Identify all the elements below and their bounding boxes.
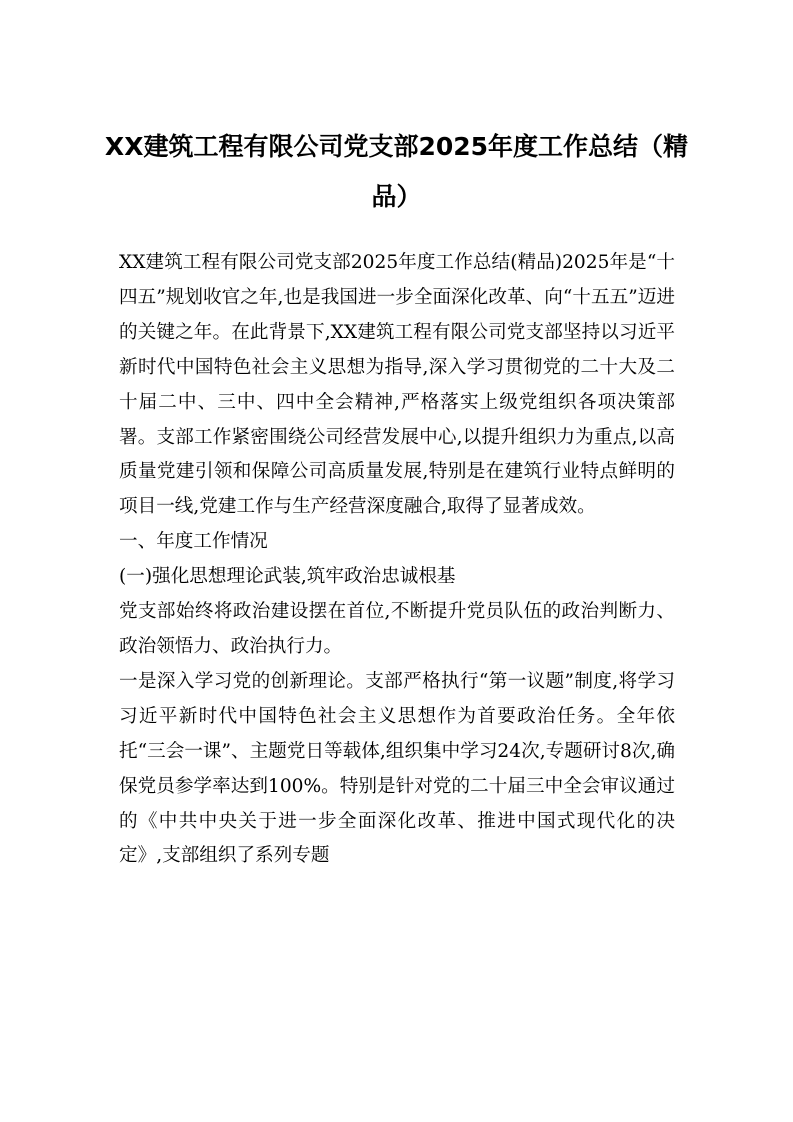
body-paragraph: 一是深入学习党的创新理论。支部严格执行“第一议题”制度,将学习习近平新时代中国特色社会主义思想作为首要政治任务。全年依托“三会一课”、主题党日等载体,组织集中学习24次,专题研讨8次,确保党员参学率达到100%。特别是针对党的二十届三中全会审议通过的《中共中央关于进一步全面深化改革、推进中国式现代化的决定》,支部组织了系列专题 <box>119 670 675 867</box>
intro-paragraph: XX建筑工程有限公司党支部2025年度工作总结(精品)2025年是“十四五”规划收官之年,也是我国进一步全面深化改革、向“十五五”迈进的关键之年。在此背景下,XX建筑工程有限公司党支部坚持以习近平新时代中国特色社会主义思想为指导,深入学习贯彻党的二十大及二十届二中、三中、四中全会精神,严格落实上级党组织各项决策部署。支部工作紧密围绕公司经营发展中心,以提升组织力为重点,以高质量党建引领和保障公司高质量发展,特别是在建筑行业特点鲜明的项目一线,党建工作与生产经营深度融合,取得了显著成效。 <box>119 252 675 518</box>
document-title: XX建筑工程有限公司党支部2025年度工作总结（精品） <box>104 132 689 211</box>
subsection-heading: (一)强化思想理论武装,筑牢政治忠诚根基 <box>119 566 456 588</box>
section-heading: 一、年度工作情况 <box>119 531 268 553</box>
document-body <box>119 246 675 874</box>
body-paragraph: 党支部始终将政治建设摆在首位,不断提升党员队伍的政治判断力、政治领悟力、政治执行力。 <box>119 601 675 657</box>
